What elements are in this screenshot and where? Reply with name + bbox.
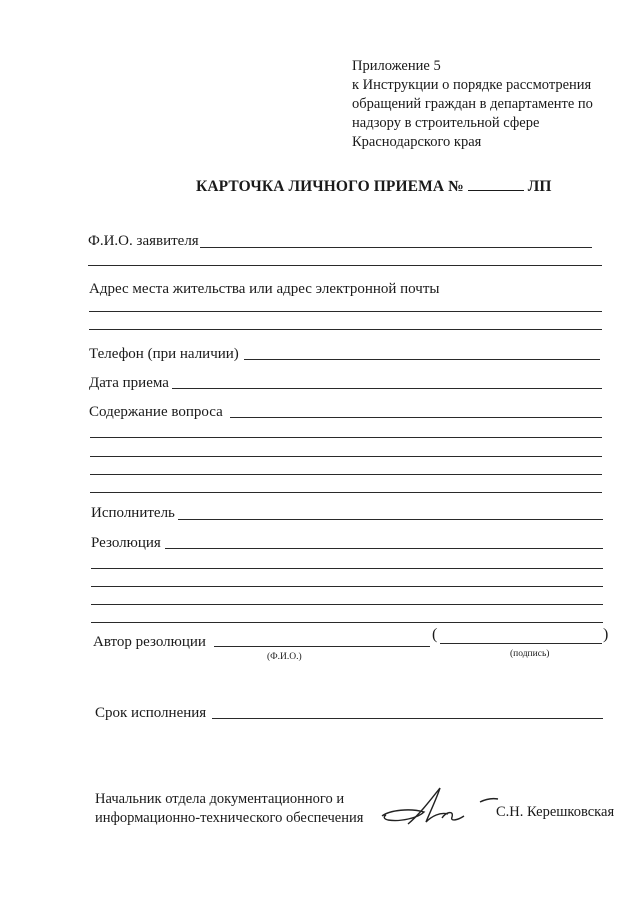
- content-line-2[interactable]: [90, 437, 602, 438]
- appendix-line-4: надзору в строительной сфере: [352, 115, 540, 131]
- author-name-line[interactable]: [214, 646, 430, 647]
- deadline-line[interactable]: [212, 718, 603, 719]
- appendix-line-1: Приложение 5: [352, 58, 441, 74]
- author-label: Автор резолюции: [93, 634, 206, 650]
- date-label: Дата приема: [89, 375, 169, 391]
- deadline-label: Срок исполнения: [95, 705, 207, 721]
- fio-line-2[interactable]: [88, 265, 602, 266]
- content-line-1[interactable]: [230, 417, 602, 418]
- appendix-line-2: к Инструкции о порядке рассмотрения: [352, 77, 592, 93]
- author-sign-line[interactable]: [440, 643, 602, 644]
- card-number-field[interactable]: [468, 178, 524, 191]
- signatory-position-2: информационно-технического обеспечения: [95, 810, 364, 826]
- content-line-5[interactable]: [90, 492, 602, 493]
- author-sign-caption: (подпись): [510, 649, 550, 659]
- title-text: КАРТОЧКА ЛИЧНОГО ПРИЕМА №: [196, 178, 464, 195]
- page-title: [196, 178, 552, 196]
- open-paren: (: [432, 626, 438, 643]
- close-paren: ): [603, 626, 609, 643]
- address-line-1[interactable]: [89, 311, 602, 312]
- resolution-line-4[interactable]: [91, 604, 603, 605]
- signatory-position-1: Начальник отдела документационного и: [95, 791, 345, 807]
- resolution-line-3[interactable]: [91, 586, 603, 587]
- appendix-line-5: Краснодарского края: [352, 134, 482, 150]
- resolution-line-5[interactable]: [91, 622, 603, 623]
- content-line-4[interactable]: [90, 474, 602, 475]
- handwritten-signature: [380, 784, 500, 834]
- executor-label: Исполнитель: [91, 505, 175, 521]
- fio-label: Ф.И.О. заявителя: [88, 233, 199, 249]
- address-label: Адрес места жительства или адрес электронной почты: [89, 281, 440, 297]
- fio-line-1[interactable]: [200, 247, 592, 248]
- appendix-block: [352, 57, 632, 152]
- executor-line[interactable]: [178, 519, 603, 520]
- phone-line[interactable]: [244, 359, 600, 360]
- phone-label: Телефон (при наличии): [89, 346, 239, 362]
- resolution-line-1[interactable]: [165, 548, 603, 549]
- date-line[interactable]: [172, 388, 602, 389]
- resolution-label: Резолюция: [91, 535, 161, 551]
- address-line-2[interactable]: [89, 329, 602, 330]
- title-suffix: ЛП: [527, 178, 552, 195]
- content-line-3[interactable]: [90, 456, 602, 457]
- resolution-line-2[interactable]: [91, 568, 603, 569]
- author-name-caption: (Ф.И.О.): [267, 652, 302, 662]
- signatory-name: С.Н. Керешковская: [496, 804, 615, 820]
- content-label: Содержание вопроса: [89, 404, 223, 420]
- appendix-line-3: обращений граждан в департаменте по: [352, 96, 593, 112]
